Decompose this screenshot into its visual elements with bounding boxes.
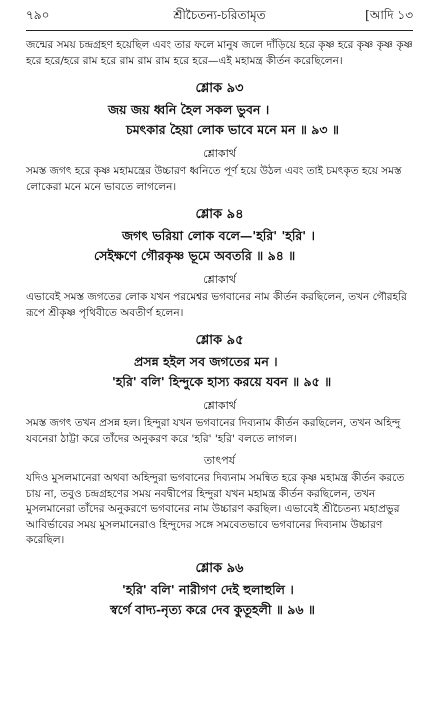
verse-heading-95: শ্লোক ৯৫ — [195, 333, 244, 348]
translation-label-94: শ্লোকার্থ — [203, 273, 236, 286]
purport-text: যদিও মুসলমানেরা অথবা অহিন্দুরা ভগবানের দিব্যনাম সমন্বিত হরে কৃষ্ণ মহামন্ত্র কীর্তন করতে চায় না, তবুও চন্দ্রগ্রহণের সময় নবদ্বীপের হিন্দুরা যখন মহামন্ত্র কীর্তন করছিলেন, তখন মুসলমানেরা তাঁদের অনুকরণে ভগবানের নাম উচ্চারণ করছিল। এভাবেই শ্রীচৈতন্য মহাপ্রভুর আবির্ভাবের সময় মুসলমানেরাও হিন্দুদের সঙ্গে সমবেতভাবে ভগবানের দিব্যনাম উচ্চারণ করেছিল। — [26, 472, 405, 546]
verse-96-line-2: স্বর্গে বাদ্য-নৃত্য করে দেব কুতূহলী ॥ ৯৬ ॥ — [110, 601, 315, 617]
verse-heading-96: শ্লোক ৯৬ — [195, 560, 244, 576]
verse-94-line-2: সেইক্ষণে গৌরকৃষ্ণ ভূমে অবতরি ॥ ৯৪ ॥ — [94, 248, 296, 263]
translation-label-95: শ্লোকার্থ — [203, 399, 236, 412]
verse-96-line-1: 'হরি' বলি' নারীগণ দেই হুলাহুলি । — [122, 581, 294, 597]
verse-94-line-1: জগৎ ভরিয়া লোক বলে—'হরি' 'হরি' । — [122, 228, 315, 243]
verse-93-line-2: চমৎকার হৈয়া লোক ভাবে মনে মন ॥ ৯৩ ॥ — [126, 122, 339, 137]
translation-94: এভাবেই সমস্ত জগতের লোক যখন পরমেশ্বর ভগবানের নাম কীর্তন করছিলেন, তখন গৌরহরি রূপে শ্রীকৃষ্ণ পৃথিবীতে অবতীর্ণ হলেন। — [26, 291, 407, 319]
section-marker: [আদি ১৩ — [365, 8, 413, 22]
translation-93: সমস্ত জগৎ হরে কৃষ্ণ মহামন্ত্রের উচ্চারণ ধ্বনিতে পূর্ণ হয়ে উঠল এবং তাই চমৎকৃত হয়ে সমস্ত লোকেরা মনে মনে ভাবতে লাগলেন। — [26, 165, 402, 193]
translation-label-93: শ্লোকার্থ — [203, 147, 236, 160]
purport-label: তাৎপর্য — [203, 454, 236, 467]
translation-95: সমস্ত জগৎ তখন প্রসন্ন হল। হিন্দুরা যখন ভগবানের দিব্যনাম কীর্তন করছিলেন, তখন অহিন্দু যবনেরা ঠাট্টা করে তাঁদের অনুকরণ করে 'হরি' 'হরি' বলতে লাগল। — [26, 417, 401, 445]
verse-93-line-1: জয় জয় ধ্বনি হৈল সকল ভুবন । — [108, 102, 270, 117]
verse-95-line-2: 'হরি' বলি' হিন্দুকে হাস্য করয়ে যবন ॥ ৯৫ ॥ — [112, 374, 332, 389]
paragraph-intro: জন্মের সময় চন্দ্রগ্রহণ হয়েছিল এবং তার ফলে মানুষ জলে দাঁড়িয়ে হরে কৃষ্ণ হরে কৃষ্ণ কৃষ্ণ কৃষ্ণ হরে হরে/হরে রাম হরে রাম রাম রাম হরে হরে—এই মহামন্ত্র কীর্তন করেছিলেন। — [26, 39, 413, 67]
page-number: ৭৯০ — [26, 8, 50, 22]
verse-heading-94: শ্লোক ৯৪ — [195, 207, 244, 222]
running-title: শ্রীচৈতন্য-চরিতামৃত — [173, 8, 266, 22]
verse-95-line-1: প্রসন্ন হইল সব জগতের মন । — [134, 354, 278, 369]
verse-heading-93: শ্লোক ৯৩ — [195, 81, 244, 96]
page-header — [26, 0, 413, 31]
